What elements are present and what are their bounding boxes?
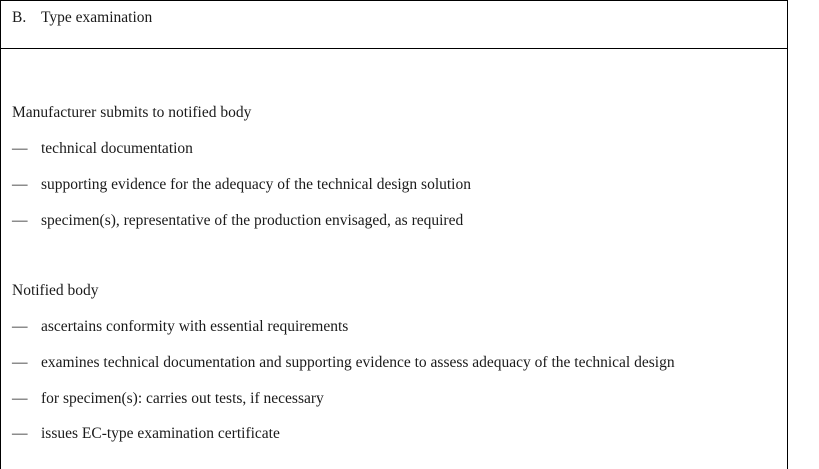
section-title-notified-body: Notified body [12, 282, 99, 299]
list-item-text: for specimen(s): carries out tests, if necessary [41, 390, 324, 407]
module-heading [12, 9, 152, 27]
dash-bullet: — [12, 318, 28, 335]
list-item [12, 212, 463, 230]
list-item [12, 390, 324, 408]
module-title: Type examination [41, 9, 153, 26]
list-item-text: technical documentation [41, 140, 193, 157]
list-item-text: supporting evidence for the adequacy of the technical design solution [41, 176, 471, 193]
dash-bullet: — [12, 212, 28, 229]
dash-bullet: — [12, 425, 28, 442]
list-item-text: specimen(s), representative of the production envisaged, as required [41, 212, 464, 229]
list-item [12, 176, 471, 194]
module-letter: B. [12, 9, 27, 26]
list-item [12, 425, 280, 443]
dash-bullet: — [12, 354, 28, 371]
list-item-text: examines technical documentation and supporting evidence to assess adequacy of the technical design [41, 354, 675, 371]
list-item [12, 140, 193, 158]
dash-bullet: — [12, 390, 28, 407]
list-item-text: ascertains conformity with essential requirements [41, 318, 349, 335]
dash-bullet: — [12, 176, 28, 193]
list-item-text: issues EC-type examination certificate [41, 425, 280, 442]
table-header-row [1, 1, 787, 49]
list-item [12, 354, 675, 372]
dash-bullet: — [12, 140, 28, 157]
list-item [12, 318, 348, 336]
section-title-manufacturer: Manufacturer submits to notified body [12, 104, 252, 121]
